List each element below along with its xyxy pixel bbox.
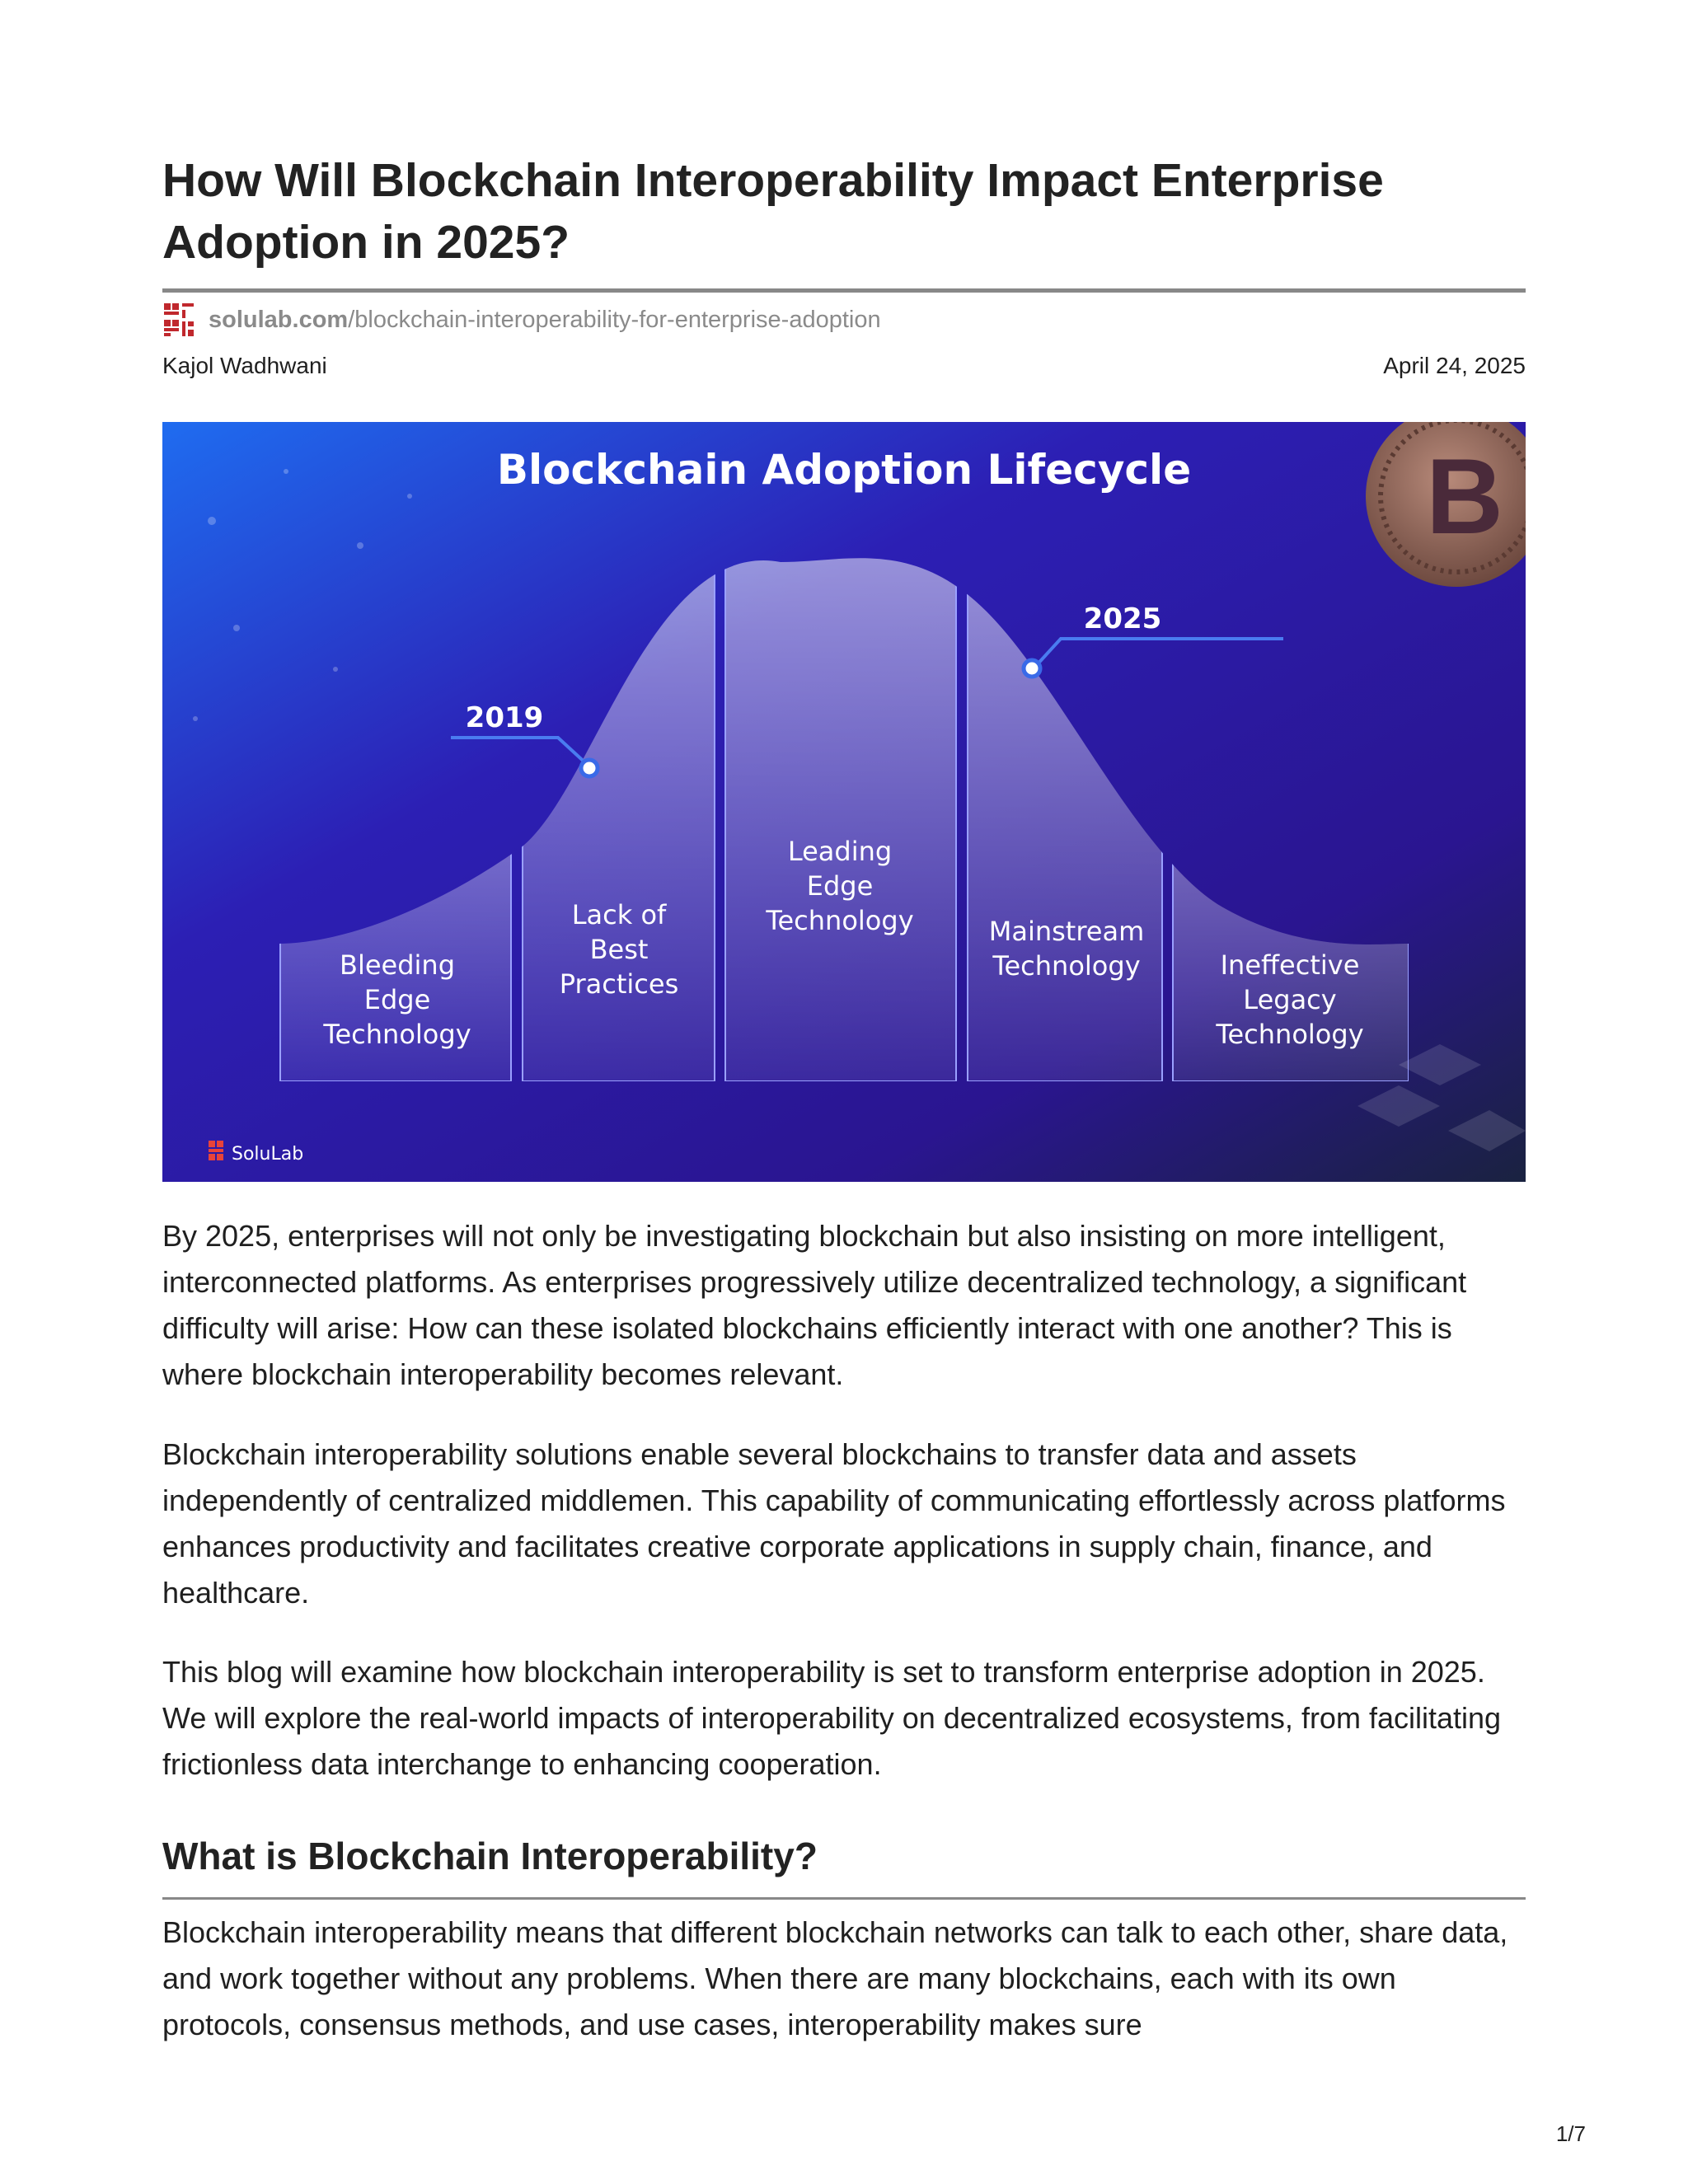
segment-leading-edge [725,504,956,1081]
hero-title: Blockchain Adoption Lifecycle [496,446,1192,494]
hero-brand-name: SoluLab [232,1144,304,1165]
section-heading: What is Blockchain Interoperability? [162,1835,818,1877]
marker-2019-label: 2019 [465,701,544,734]
page-number: 1/7 [1555,2121,1586,2146]
section-paragraph: Blockchain interoperability means that different blockchain networks can talk to each other, share data, and work together without any problems. When there are many blockchains, each with its own protocols, consensus methods, and use cases, interoperability makes sure [162,1915,1508,2041]
stage-label-mainstream: Mainstream Technology [988,916,1145,982]
source-path: /blockchain-interoperability-for-enterprise-adoption [348,306,881,333]
section-divider [162,1897,1526,1900]
stage-label-ineffective-legacy: Ineffective Legacy Technology [1216,949,1364,1050]
source-link[interactable] [162,302,881,338]
solulab-logo-icon [162,302,195,338]
svg-text:B: B [1426,436,1503,556]
title-divider [162,288,1526,293]
intro-paragraph-3: This blog will examine how blockchain interoperability is set to transform enterprise adoption in 2025. We will explore the real-world impacts of interoperability on decentralized ecosystems, from facilitating frictionless data interchange to enhancing cooperation. [162,1655,1502,1781]
intro-paragraph-1: By 2025, enterprises will not only be investigating blockchain but also insisting on more intelligent, interconnected platforms. As enterprises progressively utilize decentralized technology, a significant difficulty will arise: How can these isolated blockchains efficiently interact with one another? This is where blockchain interoperability becomes relevant. [162,1219,1467,1391]
stage-label-bleeding-edge: Bleeding Edge Technology [323,949,471,1050]
author-name: Kajol Wadhwani [162,353,327,378]
hero-image [162,422,1526,1182]
source-url[interactable] [209,307,881,334]
article-title: How Will Blockchain Interoperability Impact Enterprise Adoption in 2025? [162,154,1384,269]
marker-2025-label: 2025 [1083,602,1162,635]
source-domain: solulab.com [209,306,349,333]
publish-date: April 24, 2025 [1383,353,1526,378]
intro-paragraph-2: Blockchain interoperability solutions enable several blockchains to transfer data and assets independently of centralized middlemen. This capability of communicating effortlessly across platforms enhances productivity and facilitates creative corporate applications in supply chain, finance, and healthcare. [162,1437,1506,1610]
stage-label-leading-edge: Leading Edge Technology [766,836,914,936]
stage-label-lack-of-best-practices: Lack of Best Practices [559,899,679,1000]
